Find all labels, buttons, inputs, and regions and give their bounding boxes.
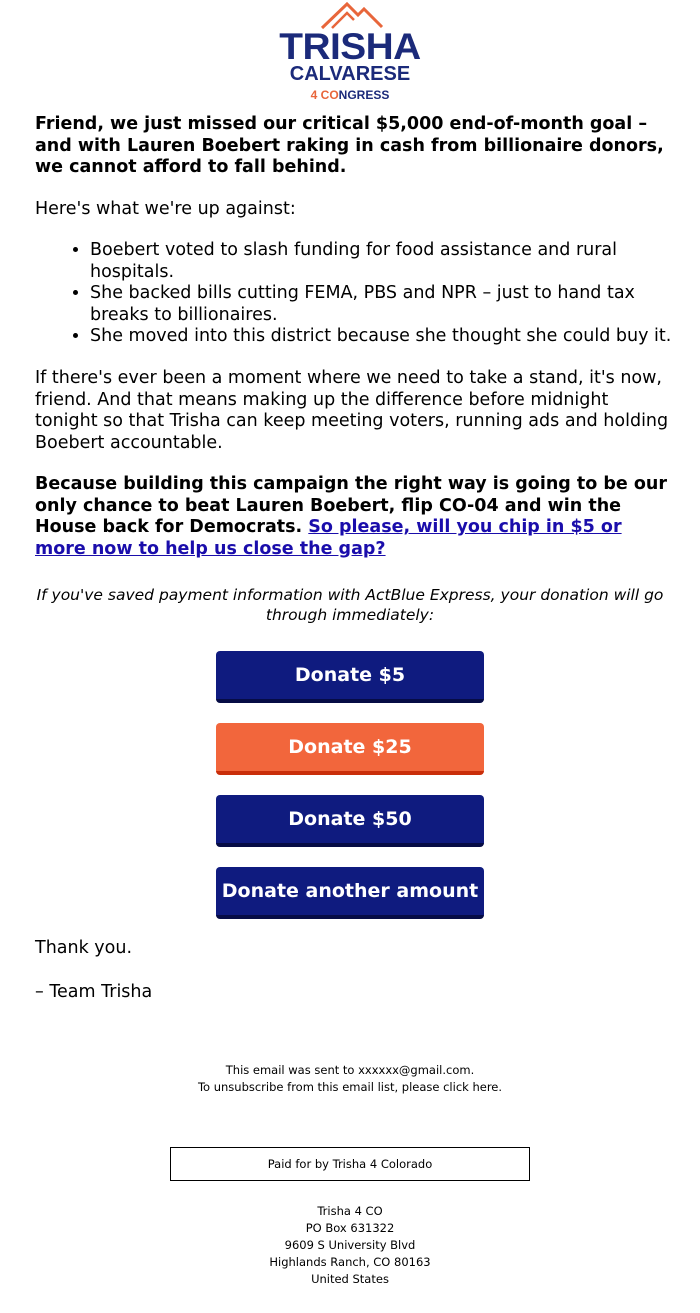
- footer-notice: [0, 1062, 700, 1096]
- moment-paragraph: If there's ever been a moment where we need to take a stand, it's now, friend. And that means making up the difference before midnight tonight so that Trisha can keep meeting voters, running ads and holding Boebert accountable.: [35, 368, 669, 453]
- list-item: • She backed bills cutting FEMA, PBS and NPR – just to hand tax breaks to billionaires.: [90, 283, 675, 326]
- list-item: • She moved into this district because she thought she could buy it.: [90, 326, 675, 348]
- paid-for-disclaimer: Paid for by Trisha 4 Colorado: [170, 1147, 530, 1181]
- appeal-paragraph: [35, 474, 675, 560]
- intro-paragraph: Friend, we just missed our critical $5,000 end-of-month goal – and with Lauren Boebert raking in cash from billionaire donors, we cannot afford to fall behind.: [35, 114, 664, 177]
- sent-to-text: This email was sent to xxxxxx@gmail.com.: [225, 1063, 475, 1077]
- unsubscribe-link[interactable]: To unsubscribe from this email list, please click here.: [197, 1080, 503, 1094]
- donate-other-amount-button[interactable]: Donate another amount: [216, 867, 484, 919]
- logo-congress: [270, 88, 430, 102]
- mailing-address: [0, 1203, 700, 1288]
- actblue-express-note: If you've saved payment information with ActBlue Express, your donation will go through immediately:: [36, 586, 664, 624]
- logo-congress-rest: NGRESS: [338, 88, 390, 102]
- address-line: United States: [311, 1272, 389, 1286]
- donate-50-button[interactable]: Donate $50: [216, 795, 484, 847]
- up-against-text: Here's what we're up against:: [35, 199, 296, 219]
- logo-congress-number: 4: [310, 88, 321, 102]
- address-line: PO Box 631322: [305, 1221, 395, 1235]
- address-line: Highlands Ranch, CO 80163: [269, 1255, 431, 1269]
- thank-you-text: Thank you.: [35, 938, 133, 958]
- chip-in-link[interactable]: So please, will you chip in $5 or more now to help us close the gap?: [35, 517, 622, 559]
- list-item: • Boebert voted to slash funding for food assistance and rural hospitals.: [90, 240, 675, 283]
- logo-name-first: TRISHA: [279, 26, 421, 67]
- logo-congress-co: CO: [320, 88, 339, 102]
- campaign-logo: [270, 0, 430, 106]
- logo-name-last: CALVARESE: [289, 63, 411, 85]
- signoff-text: – Team Trisha: [35, 982, 153, 1002]
- donate-5-button[interactable]: Donate $5: [216, 651, 484, 703]
- appeal-text: Because building this campaign the right way is going to be our only chance to beat Lauren Boebert, flip CO-04 and win the House back for Democrats.: [35, 474, 667, 537]
- address-line: 9609 S University Blvd: [284, 1238, 416, 1252]
- donate-25-button[interactable]: Donate $25: [216, 723, 484, 775]
- address-line: Trisha 4 CO: [317, 1204, 383, 1218]
- issues-list: [35, 240, 675, 348]
